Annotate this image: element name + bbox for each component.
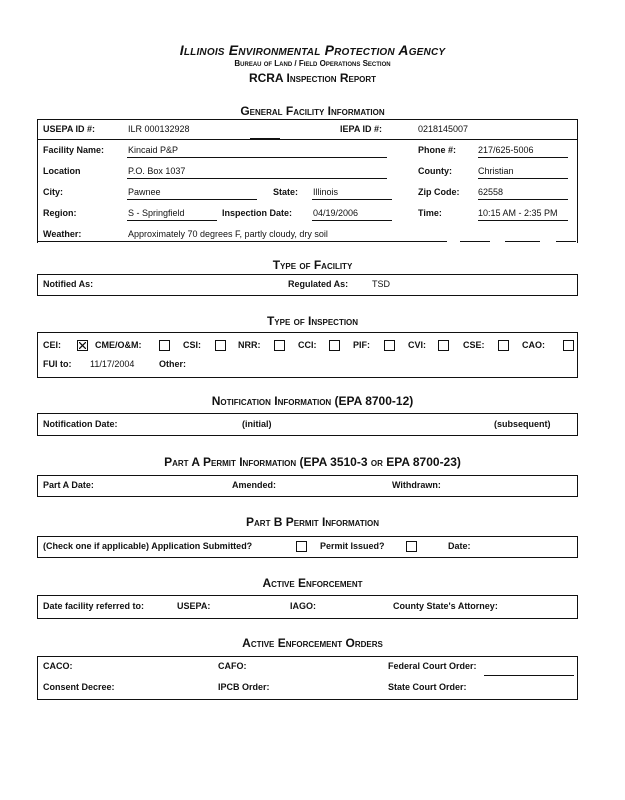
amended-label: Amended: <box>232 480 277 490</box>
state-label: State: <box>273 187 299 197</box>
permit-issued-checkbox[interactable] <box>406 541 417 552</box>
regulated-as-value: TSD <box>372 279 390 289</box>
region-value: S - Springfield <box>128 208 185 218</box>
referred-label: Date facility referred to: <box>43 601 145 611</box>
fui-label: FUI to: <box>43 359 72 369</box>
notification-title: Notification Information (EPA 8700-12) <box>211 394 414 408</box>
county-value: Christian <box>478 166 514 176</box>
notified-as-label: Notified As: <box>43 279 94 289</box>
phone-label: Phone #: <box>418 145 457 155</box>
county-attorney-label: County State's Attorney: <box>393 601 498 611</box>
region-label: Region: <box>43 208 77 218</box>
application-submitted-label: (Check one if applicable) Application Submitted? <box>43 541 253 551</box>
csi-checkbox[interactable] <box>215 340 226 351</box>
zip-label: Zip Code: <box>418 187 460 197</box>
zip-value: 62558 <box>478 187 504 197</box>
state-value: Illinois <box>313 187 339 197</box>
usepa-id-label: USEPA ID #: <box>43 124 96 134</box>
type-inspection-box <box>37 332 578 378</box>
location-label: Location <box>43 166 81 176</box>
cvi-checkbox[interactable] <box>438 340 449 351</box>
orders-box <box>37 656 578 700</box>
city-value: Pawnee <box>128 187 161 197</box>
withdrawn-label: Withdrawn: <box>392 480 441 490</box>
iepa-id-label: IEPA ID #: <box>340 124 383 134</box>
usepa-id-value: ILR 000132928 <box>128 124 190 134</box>
consent-decree-label: Consent Decree: <box>43 682 115 692</box>
other-label: Other: <box>159 359 186 369</box>
pif-checkbox[interactable] <box>384 340 395 351</box>
part-b-title: Part B Permit Information <box>246 515 379 529</box>
general-info-box <box>37 119 578 243</box>
part-a-date-label: Part A Date: <box>43 480 94 490</box>
facility-name-label: Facility Name: <box>43 145 105 155</box>
insp-nrr-label: NRR: <box>238 340 261 350</box>
notification-date-label: Notification Date: <box>43 419 118 429</box>
inspection-date-label: Inspection Date: <box>222 208 293 218</box>
cao-checkbox[interactable] <box>563 340 574 351</box>
agency-title: Illinois Environmental Protection Agency <box>179 42 446 58</box>
cme-checkbox[interactable] <box>159 340 170 351</box>
county-label: County: <box>418 166 452 176</box>
iepa-id-value: 0218145007 <box>418 124 469 134</box>
inspection-date-value: 04/19/2006 <box>313 208 359 218</box>
insp-cme-label: CME/O&M: <box>95 340 142 350</box>
nrr-checkbox[interactable] <box>274 340 285 351</box>
time-label: Time: <box>418 208 442 218</box>
state-court-label: State Court Order: <box>388 682 467 692</box>
application-submitted-checkbox[interactable] <box>296 541 307 552</box>
time-value: 10:15 AM - 2:35 PM <box>478 208 558 218</box>
insp-pif-label: PIF: <box>353 340 370 350</box>
cei-checkbox[interactable] <box>77 340 88 351</box>
bureau-subtitle: Bureau of Land / Field Operations Section <box>234 59 391 68</box>
fui-value: 11/17/2004 <box>90 359 135 369</box>
permit-issued-label: Permit Issued? <box>320 541 385 551</box>
weather-label: Weather: <box>43 229 82 239</box>
enforcement-title: Active Enforcement <box>262 576 363 590</box>
federal-court-label: Federal Court Order: <box>388 661 477 671</box>
facility-name-value: Kincaid P&P <box>128 145 179 155</box>
location-value: P.O. Box 1037 <box>128 166 186 176</box>
part-a-title: Part A Permit Information (EPA 3510-3 or EPA 8700-23) <box>164 455 461 469</box>
caco-label: CACO: <box>43 661 73 671</box>
city-label: City: <box>43 187 63 197</box>
type-facility-title: Type of Facility <box>272 258 353 272</box>
initial-label: (initial) <box>242 419 272 429</box>
cse-checkbox[interactable] <box>498 340 509 351</box>
part-b-date-label: Date: <box>448 541 471 551</box>
insp-cci-label: CCI: <box>298 340 317 350</box>
regulated-as-label: Regulated As: <box>288 279 349 289</box>
weather-value: Approximately 70 degrees F, partly cloudy, dry soil <box>128 229 328 239</box>
type-inspection-title: Type of Inspection <box>266 314 359 328</box>
insp-cse-label: CSE: <box>463 340 485 350</box>
insp-csi-label: CSI: <box>183 340 201 350</box>
ipcb-order-label: IPCB Order: <box>218 682 270 692</box>
phone-value: 217/625-5006 <box>478 145 534 155</box>
part-a-box <box>37 475 578 497</box>
subsequent-label: (subsequent) <box>494 419 551 429</box>
general-section-title: General Facility Information <box>240 104 385 118</box>
orders-title: Active Enforcement Orders <box>242 636 383 650</box>
insp-cvi-label: CVI: <box>408 340 426 350</box>
report-title: RCRA Inspection Report <box>248 71 377 85</box>
iago-label: IAGO: <box>290 601 316 611</box>
cafo-label: CAFO: <box>218 661 247 671</box>
usepa-referral-label: USEPA: <box>177 601 211 611</box>
cci-checkbox[interactable] <box>329 340 340 351</box>
insp-cao-label: CAO: <box>522 340 545 350</box>
insp-cei-label: CEI: <box>43 340 61 350</box>
